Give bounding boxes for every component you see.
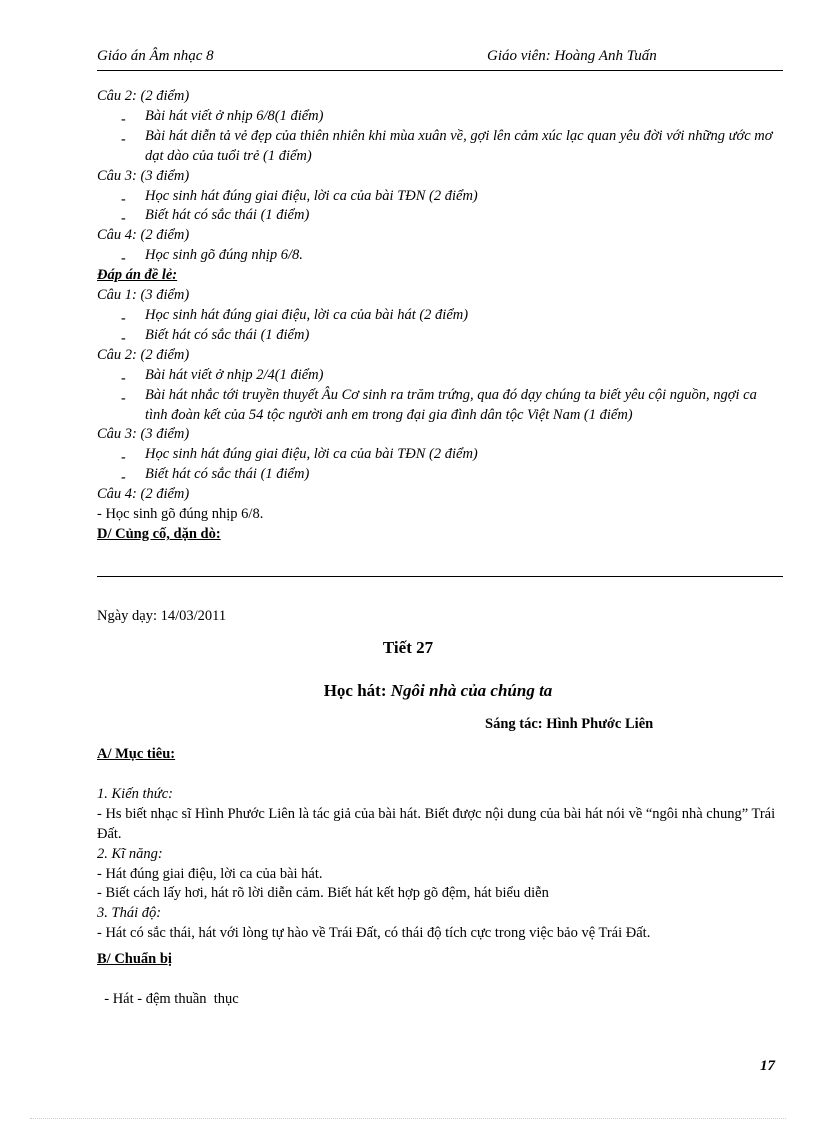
answer-bullet: - Biết hát có sắc thái (1 điểm) bbox=[97, 326, 783, 346]
answer-bullet: - Học sinh hát đúng giai điệu, lời ca của bài hát (2 điểm) bbox=[97, 306, 783, 326]
answer-line: Câu 3: (3 điểm) bbox=[97, 426, 190, 443]
bullet-dash-icon: - bbox=[121, 251, 126, 267]
knowledge-text: - Hs biết nhạc sĩ Hình Phước Liên là tác giả của bài hát. Biết được nội dung của bài hát nói về “ngôi nhà chung” Trái Đất. bbox=[97, 805, 776, 842]
answer-bullet: - Biết hát có sắc thái (1 điểm) bbox=[97, 206, 783, 226]
answer-section bbox=[97, 87, 783, 545]
bullet-dash-icon: - bbox=[121, 470, 126, 486]
header-subject: Giáo án Âm nhạc 8 bbox=[97, 48, 214, 64]
bullet-dash-icon: - bbox=[121, 330, 126, 346]
header-teacher: Giáo viên: Hoàng Anh Tuấn bbox=[487, 48, 657, 64]
attitude-text: - Hát có sắc thái, hát với lòng tự hào về Trái Đất, có thái độ tích cực trong việc bảo vệ Trái Đất. bbox=[97, 925, 651, 942]
answer-line: Câu 2: (2 điểm) bbox=[97, 88, 190, 104]
page-header bbox=[97, 48, 783, 68]
bullet-dash-icon: - bbox=[121, 211, 126, 227]
preparation-item: - Hát - đệm thuần thục bbox=[97, 991, 239, 1008]
answer-line: Câu 4: (2 điểm) bbox=[97, 227, 190, 244]
skills-line: - Hát đúng giai điệu, lời ca của bài hát. bbox=[97, 865, 323, 882]
teaching-date: Ngày dạy: 14/03/2011 bbox=[97, 608, 227, 624]
answer-bullet: - Bài hát viết ở nhịp 2/4(1 điểm) bbox=[97, 366, 783, 386]
answer-line: - Học sinh gõ đúng nhịp 6/8. bbox=[97, 506, 264, 523]
page-number: 17 bbox=[760, 1058, 775, 1074]
preparation-heading: B/ Chuẩn bị bbox=[97, 951, 172, 968]
song-heading bbox=[0, 681, 816, 701]
answer-bullet: - Bài hát viết ở nhịp 6/8(1 điểm) bbox=[97, 107, 783, 127]
bullet-dash-icon: - bbox=[121, 450, 126, 466]
answer-bullet: - Học sinh hát đúng giai điệu, lời ca của bài TĐN (2 điểm) bbox=[97, 445, 783, 465]
answer-bullet: - Học sinh gõ đúng nhịp 6/8. bbox=[97, 246, 783, 266]
period-title: Tiết 27 bbox=[382, 638, 434, 657]
answer-bullet: - Biết hát có sắc thái (1 điểm) bbox=[97, 465, 783, 485]
bullet-dash-icon: - bbox=[121, 310, 126, 326]
answer-bullet: - Học sinh hát đúng giai điệu, lời ca của bài TĐN (2 điểm) bbox=[97, 187, 783, 207]
bullet-dash-icon: - bbox=[121, 370, 126, 386]
consolidation-heading: D/ Củng cố, dặn dò: bbox=[97, 525, 221, 542]
skills-line: - Biết cách lấy hơi, hát rõ lời diễn cảm. Biết hát kết hợp gõ đệm, hát biểu diễn bbox=[97, 885, 549, 902]
bullet-dash-icon: - bbox=[121, 191, 126, 207]
song-prefix: Học hát: bbox=[323, 681, 391, 700]
bullet-dash-icon: - bbox=[121, 111, 126, 127]
page-bottom-border bbox=[30, 1118, 786, 1119]
answer-bullet: - Bài hát diễn tả vẻ đẹp của thiên nhiên khi mùa xuân về, gợi lên cảm xúc lạc quan yêu đời với những ước mơ dạt dào của tuổi trẻ (1 điểm) bbox=[121, 127, 773, 164]
knowledge-heading: 1. Kiến thức: bbox=[97, 785, 173, 802]
bullet-dash-icon: - bbox=[121, 131, 126, 147]
skills-heading: 2. Kĩ năng: bbox=[97, 845, 163, 862]
objectives-heading: A/ Mục tiêu: bbox=[97, 746, 176, 762]
answer-line: Câu 2: (2 điểm) bbox=[97, 346, 190, 363]
answer-line: Câu 1: (3 điểm) bbox=[97, 287, 190, 304]
lesson-body bbox=[97, 745, 787, 1010]
section-rule bbox=[97, 576, 783, 577]
song-title: Ngôi nhà của chúng ta bbox=[390, 681, 553, 700]
bullet-dash-icon: - bbox=[121, 390, 126, 406]
odd-answer-heading: Đáp án đề lẻ: bbox=[97, 267, 178, 284]
attitude-heading: 3. Thái độ: bbox=[97, 905, 162, 922]
answer-line: Câu 4: (2 điểm) bbox=[97, 486, 190, 503]
header-rule bbox=[97, 70, 783, 71]
answer-bullet: - Bài hát nhắc tới truyền thuyết Âu Cơ sinh ra trăm trứng, qua đó dạy chúng ta biết yêu cội nguồn, ngợi ca tình đoàn kết của 54 tộc người anh em trong đại gia đình dân tộc Việt Nam (1 điểm) bbox=[121, 386, 757, 423]
answer-line: Câu 3: (3 điểm) bbox=[97, 167, 190, 184]
composer-line: Sáng tác: Hình Phước Liên bbox=[485, 716, 654, 732]
